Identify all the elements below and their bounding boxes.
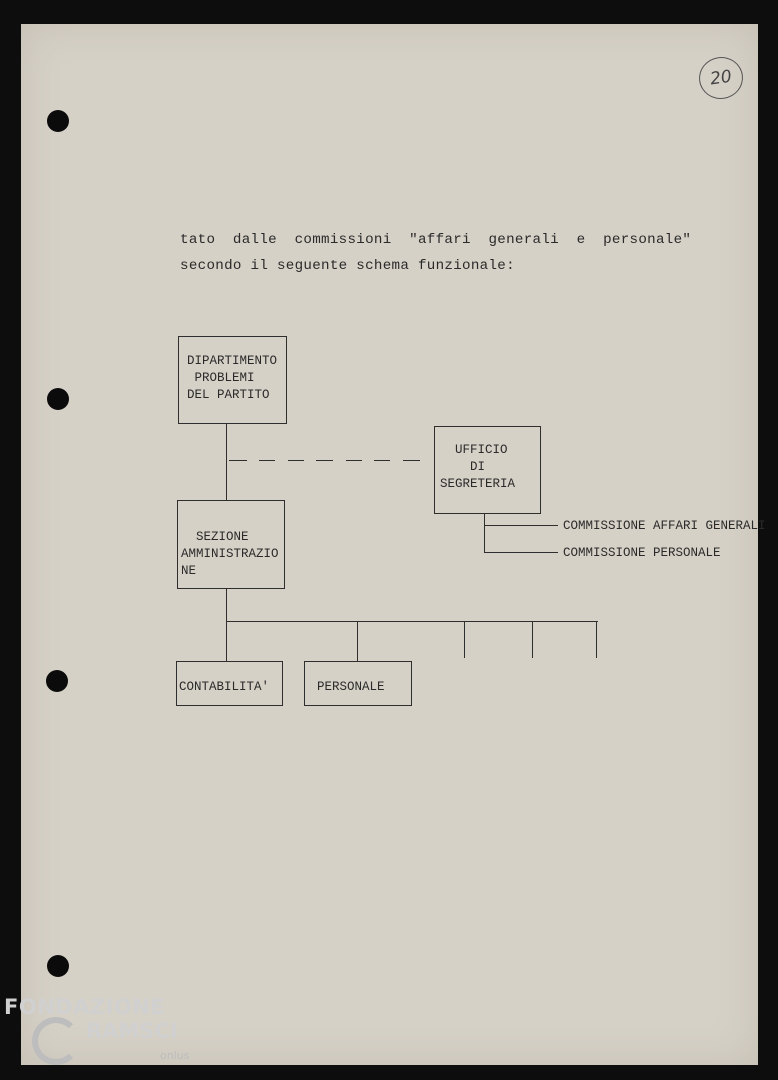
page-number: 20 <box>696 54 745 102</box>
connector-sezione-contabilita <box>226 589 227 661</box>
label-commissione-affari-generali: COMMISSIONE AFFARI GENERALI <box>563 519 766 533</box>
watermark-line-3: onlus <box>160 1049 190 1062</box>
connector-commissione-affari <box>484 525 558 526</box>
box-personale-label: PERSONALE <box>317 680 385 694</box>
connector-ufficio-commissioni <box>484 514 485 553</box>
dashed-link <box>259 460 275 461</box>
branch-stub <box>464 621 465 658</box>
punch-hole <box>47 388 69 410</box>
box-sezione-line-1: SEZIONE <box>181 530 249 544</box>
punch-hole <box>46 670 68 692</box>
box-dipartimento-line-2: PROBLEMI <box>187 371 255 385</box>
box-personale <box>304 661 412 706</box>
box-dipartimento-line-1: DIPARTIMENTO <box>187 354 278 368</box>
connector-commissione-personale <box>484 552 558 553</box>
punch-hole <box>47 955 69 977</box>
branch-stub <box>532 621 533 658</box>
box-contabilita <box>176 661 283 706</box>
box-ufficio-line-2: DI <box>440 460 486 474</box>
branch-horizontal <box>226 621 598 622</box>
box-ufficio-segreteria <box>434 426 541 514</box>
branch-stub <box>596 621 597 658</box>
box-ufficio-line-3: SEGRETERIA <box>440 477 516 491</box>
dashed-link <box>229 460 247 461</box>
dashed-link <box>316 460 333 461</box>
connector-dipartimento-sezione <box>226 424 227 500</box>
box-dipartimento <box>178 336 287 424</box>
box-sezione-line-3: NE <box>181 564 197 578</box>
paragraph-line-2: secondo il seguente schema funzionale: <box>180 258 515 274</box>
dashed-link <box>403 460 420 461</box>
dashed-link <box>346 460 362 461</box>
watermark-line-2: RAMSCI <box>86 1019 178 1043</box>
label-commissione-personale: COMMISSIONE PERSONALE <box>563 546 721 560</box>
box-dipartimento-line-3: DEL PARTITO <box>187 388 270 402</box>
paragraph-line-1: tato dalle commissioni "affari generali e personale" <box>180 232 692 248</box>
watermark-line-1: FONDAZIONE <box>4 995 166 1019</box>
dashed-link <box>288 460 304 461</box>
box-sezione-line-2: AMMINISTRAZIO <box>181 547 279 561</box>
box-ufficio-line-1: UFFICIO <box>440 443 508 457</box>
box-sezione-amministrazione <box>177 500 285 589</box>
dashed-link <box>374 460 390 461</box>
connector-personale <box>357 621 358 661</box>
watermark-logo <box>4 995 194 1075</box>
punch-hole <box>47 110 69 132</box>
document-page <box>21 24 758 1065</box>
box-contabilita-label: CONTABILITA' <box>179 680 270 694</box>
watermark-g-icon <box>32 1017 80 1065</box>
